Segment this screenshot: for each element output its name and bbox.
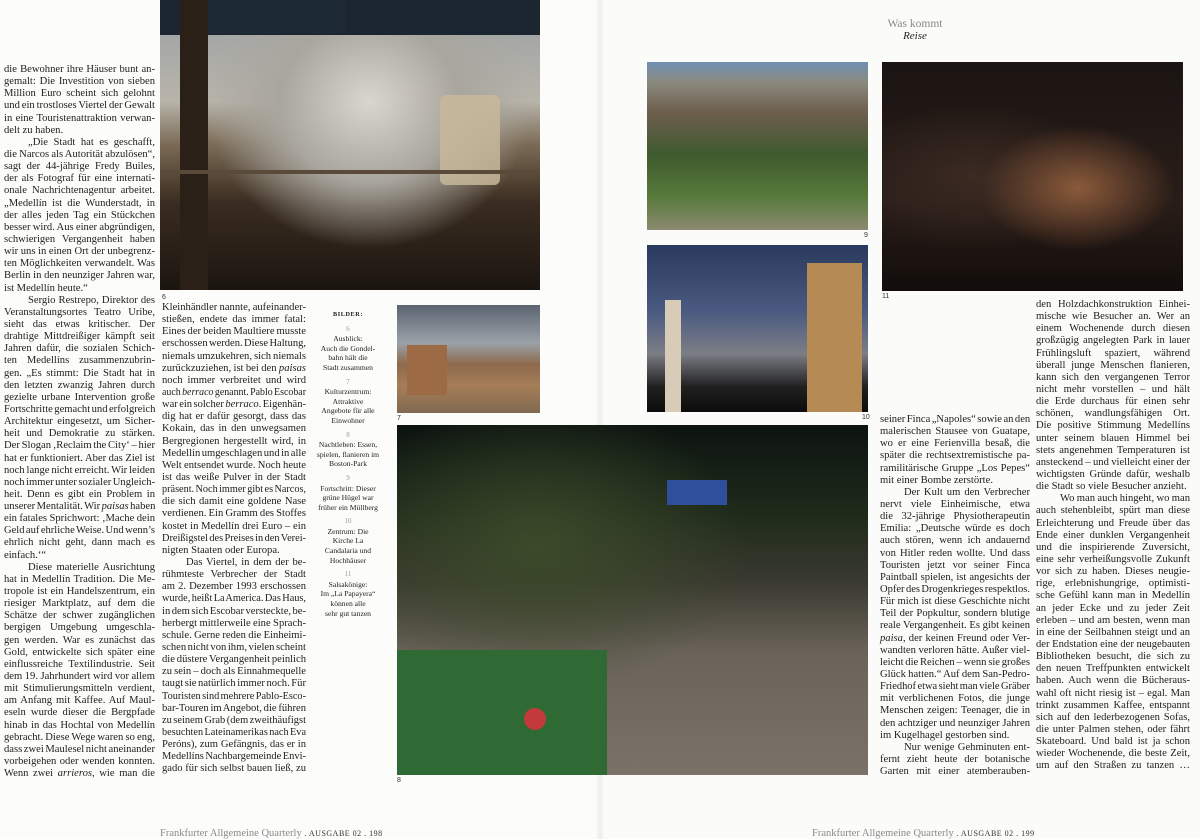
text-line: Emilia: „Deutsche würde es doch [880, 523, 1030, 535]
text-line: wandten verloren hätte. Außer viel- [880, 644, 1030, 656]
text-line: sagt der 44-jährige Fredy Builes, [4, 161, 155, 173]
text-line: wahl oft nicht riesig ist – egal. Man [1036, 687, 1190, 699]
text-line: und die inspirierende Zuversicht, [1036, 541, 1190, 553]
text-line: wichtigsten Gründe dafür, weshalb [1036, 468, 1190, 480]
text-line: Veranstaltungsortes Teatro Uribe, [4, 306, 155, 318]
text-line: riesiger Marktplatz, auf dem die [4, 598, 155, 610]
text-line: Glück hatten.“ Auf dem San-Pedro- [880, 668, 1030, 680]
text-line: Der Kult um den Verbrecher [904, 486, 1030, 498]
ball [524, 708, 546, 730]
station-sign [195, 0, 345, 33]
text-line: bergigen Umgebung umgeschla- [4, 622, 155, 634]
photo-number-7: 7 [397, 415, 401, 422]
text-line: mische wie Besucher an. Wer an [1036, 311, 1190, 323]
text-line: Geld auf ehrliche Weise. Und wenn’s [4, 525, 155, 537]
tent [667, 480, 727, 505]
text-line: Ende einer dunklen Vergangenheit [1036, 529, 1190, 541]
text-line: präsent. Noch immer gibt es Narcos, [162, 484, 306, 496]
text-line: unserer Mentalität. Wir paisas haben [4, 501, 156, 513]
text-line: kann sich den vergangenen Terror [1036, 371, 1190, 383]
photo-number-6: 6 [162, 294, 166, 301]
text-line: Touristen sind mehrere Pablo-Esco- [162, 690, 306, 702]
text-line: den letzten zwanzig Jahren durch [4, 379, 155, 391]
text-line: ein fatales Sprichwort: ‚Mache dein [4, 513, 155, 525]
text-line: Kokain, das in den unwegsamen [162, 423, 306, 435]
caption-line: Einwohner [331, 415, 365, 425]
text-line: um auf den Straßen zu tanzen … [1036, 760, 1190, 772]
text-line: Peróns), zum Gefängnis, das er in [162, 739, 306, 751]
caption-number: 9 [346, 473, 350, 482]
photo-metrocable-station [160, 0, 540, 290]
section-header [880, 18, 950, 42]
text-line: die Stadt so viele Besucher anzieht. [1036, 481, 1187, 493]
text-line: Opfer des Drogenkrieges respektlos. [880, 583, 1030, 595]
text-line: haben. Auch wenn die Bücheraus- [1036, 675, 1190, 687]
caption-line: Ausblick: [333, 334, 363, 344]
footer-right [812, 828, 1035, 839]
text-line: der alles jeden Tag ein Stückchen [4, 209, 155, 221]
text-line: Fortschritte gemacht und erfolgreich [4, 403, 156, 415]
text-line: einfach.‘“ [4, 549, 47, 561]
text-column-4 [1036, 299, 1190, 772]
text-line: besuchten Lateinamerikas nach Eva [162, 726, 306, 738]
text-line: Paintball spielen, ist angesichts der [880, 571, 1030, 583]
text-line: ansteckend – und vielleicht einer der [1036, 456, 1190, 468]
text-line: wurde, heißt La America. Das Haus, [162, 593, 306, 605]
text-line: noch immer unter sozialer Ungleich- [4, 476, 156, 488]
text-line: Nur wenige Gehminuten ent- [904, 741, 1030, 753]
text-line: überall junge Menschen flanieren, [1036, 359, 1190, 371]
caption-line: Fortschritt: Dieser [320, 483, 376, 493]
text-line: mit verblichenen Fotos, die junge [880, 693, 1030, 705]
caption-line: Candalaria und [324, 546, 372, 556]
caption-line: Attraktive [332, 396, 364, 406]
text-line: Bergregionen hergestellt wird, in [162, 435, 306, 447]
text-line: Bibliotheken besucht, die sich zu [1036, 651, 1190, 663]
issue-page-number: . AUSGABE 02 . 198 [304, 829, 383, 838]
photo-number-8: 8 [397, 777, 401, 784]
text-line: mit einer Bombe zerstörte. [880, 474, 993, 486]
text-line: vor sich zu haben. Dieses neugie- [1036, 566, 1190, 578]
text-line: Kleinhändler nannte, aufeinander- [162, 302, 306, 313]
section-subtitle: Reise [903, 30, 927, 42]
text-line: zu sein – doch als Einnahmequelle [162, 666, 306, 678]
caption-line: Kirche La [332, 536, 364, 546]
text-line: Welt entsendet wurde. Noch heute [162, 459, 306, 471]
caption-line: können alle [330, 599, 366, 609]
text-line: trinkt zusammen Kaffee, entspannt [1036, 699, 1190, 711]
photo-night-park [397, 425, 868, 775]
photo-number-11: 11 [882, 293, 890, 300]
caption-line: Im „La Papayera“ [320, 589, 376, 599]
text-line: der Endstation eine der neugebauten [1036, 638, 1190, 650]
text-line: leicht die Reichen – wenn sie großes [880, 656, 1030, 668]
text-line: Wenn zwei arrieros, wie man die [4, 768, 155, 780]
text-line: war ein solcher berraco. Eigenhän- [162, 399, 306, 411]
text-line: der als Fotograf für eine internati- [4, 173, 155, 185]
text-line: erschossen werden. Diese Haltung, [162, 338, 306, 350]
text-line: hinab in das Hochtal von Medellín [4, 719, 155, 731]
text-line: eseln wurde dieser die Bergpfade [4, 707, 155, 719]
green-field [397, 650, 607, 775]
text-line: einflussreiche Textilindustrie. Seit [4, 658, 155, 670]
text-line: Medellín umgeschlagen und in alle [162, 447, 307, 459]
text-line: an jeder Ecke und zu jeder Zeit [1036, 602, 1190, 614]
text-line: gebracht. Diese Wege waren so eng, [4, 731, 155, 743]
issue-page-number: . AUSGABE 02 . 199 [956, 829, 1035, 838]
text-line: Touristen jetzt vor seiner Finca [880, 559, 1030, 571]
text-line: dass zwei Maulesel nicht aneinander [4, 743, 155, 755]
text-line: hat in Medellín Tradition. Die Me- [4, 573, 155, 585]
text-line: heit. Denn es gibt ein Problem in [4, 488, 155, 500]
text-line: stets angenehmen Temperaturen ist [1036, 444, 1190, 456]
text-line: Für mich ist diese Geschichte nicht [880, 596, 1030, 608]
text-line: Garten mit einer atemberauben- [880, 766, 1030, 778]
text-line: die unter Palmen stehen, oder fährt [1036, 723, 1190, 735]
caption-line: Salsakönige: [328, 579, 368, 589]
text-line: noch lange nicht erreicht. Wir leiden [4, 464, 155, 476]
caption-line: Stadt zusammen [323, 362, 373, 372]
text-line: wir uns in einen Ort der unbegrenz- [4, 246, 155, 258]
text-column-1 [4, 64, 155, 780]
railing [160, 170, 540, 174]
section-title: Was kommt [887, 18, 943, 30]
text-line: gezielte urbane Intervention große [4, 391, 155, 403]
text-line: onale Nachrichtenagentur arbeitet. [4, 185, 155, 197]
text-line: tropole ist ein Handelszentrum, ein [4, 586, 155, 598]
text-line: auch berraco genannt. Pablo Escobar [162, 386, 306, 398]
text-line: den Holzdachkonstruktion Einhei- [1036, 299, 1190, 310]
text-line: schwierigen Vergangenheit haben [4, 233, 155, 245]
text-line: kostet in Medellín drei Euro – ein [162, 520, 306, 532]
caption-number: 6 [346, 324, 350, 333]
caption-line: früher ein Müllberg [318, 502, 378, 512]
text-line: gemalt: Die Investition von sieben [4, 76, 155, 88]
text-line: Architektur eingesetzt, um Sicher- [4, 416, 155, 428]
text-line: am 2. Dezember 1993 erschossen [162, 581, 306, 593]
text-line: in eine Touristenattraktion verwan- [4, 112, 155, 124]
text-line: reale Vergangenheit. Es gibt keinen [880, 620, 1030, 632]
photo-number-10: 10 [862, 414, 870, 421]
photo-number-9: 9 [864, 232, 868, 239]
magazine-name: Frankfurter Allgemeine Quarterly [160, 828, 302, 839]
text-line: Schätze der schwer zugänglichen [4, 610, 155, 622]
text-line: unter seinem blauen Himmel bei [1036, 432, 1190, 444]
pillar [180, 0, 208, 290]
text-line: dem 19. Jahrhundert wird vor allem [4, 671, 155, 683]
text-line: schen nicht von ihm, vielen scheint [162, 641, 306, 653]
text-line: fernt zieht heute der botanische [880, 753, 1030, 765]
caption-number: 10 [344, 517, 352, 526]
footer-left [160, 828, 383, 839]
text-line: in eine der Seilbahnen steigt und an [1036, 626, 1190, 638]
text-line: am Anfang mit Kaffee. Auf Maul- [4, 695, 155, 707]
text-line: nervt viele Einheimische, etwa [880, 498, 1030, 510]
text-line: gen werden. War es zunächst das [4, 634, 155, 646]
text-line: dig hat er dafür gesorgt, dass das [162, 411, 306, 423]
text-line: ist das weiße Pulver in der Stadt [162, 471, 306, 483]
text-line: „Die Stadt hat es geschafft, [28, 136, 155, 148]
text-line: drahtige Mittdreißiger kämpft seit [4, 331, 155, 343]
text-line: eine sehr verheißungsvolle Zukunft [1036, 553, 1190, 565]
text-line: die Narcos als Autorität abzulösen“, [4, 148, 155, 160]
text-line: sich auf den lederbezogenen Sofas, [1036, 711, 1190, 723]
text-column-3 [880, 414, 1030, 778]
text-line: seiner Finca „Napoles“ sowie an den [880, 414, 1031, 425]
text-line: ten Medellíns zusammenzubrin- [4, 355, 155, 367]
text-line: malerischen Stausee von Guatape, [880, 426, 1030, 438]
text-line: die 32-jährige Physiotherapeutin [880, 511, 1030, 523]
text-line: schönen, wandlungsfähigen Ort. [1036, 408, 1190, 420]
caption-number: 11 [344, 570, 352, 579]
text-line: rühmteste Verbrecher der Stadt [162, 569, 306, 581]
text-line: Teil der Popkultur, sondern blutige [880, 608, 1030, 620]
text-line: auch stören, wenn ich andauernd [880, 535, 1030, 547]
text-line: den neuen Treffpunkten entwickelt [1036, 663, 1190, 675]
text-line: Menschen zeigen: Teenager, die in [880, 705, 1030, 717]
text-line: zu seinem Grab (dem zweithäufigst [162, 714, 306, 726]
text-line: wieder Wochenende, die beste Zeit, [1036, 748, 1190, 760]
text-line: Frühlingsluft spaziert, während [1036, 347, 1190, 359]
text-line: einem Wochenende durch diesen [1036, 323, 1190, 335]
text-line: und ein trostloses Viertel der Gewalt [4, 100, 155, 112]
caption-line: sehr gut tanzen [325, 608, 371, 618]
text-line: rige, erlebnishungrige, optimisti- [1036, 578, 1190, 590]
captions-heading: BILDER: [333, 311, 363, 318]
text-line: erleben – und am besten, wenn man [1036, 614, 1190, 626]
text-line: verdienen. Ein Gramm des Stoffes [162, 508, 306, 520]
text-line: später die rechtsextremistische pa- [880, 450, 1030, 462]
text-line: in dem sich Escobar versteckte, be- [162, 605, 307, 617]
text-line: mit Stimulierungsmitteln verdient, [4, 683, 155, 695]
text-line: Million Euro scheint sich gelohnt [4, 88, 155, 100]
text-line: von Hitler reden wollte. Und dass [880, 547, 1030, 559]
text-line: hat er funktioniert. Aber das Ziel ist [4, 452, 155, 464]
text-line: im Kugelhagel gestorben sind. [880, 729, 1010, 741]
church-tower [665, 300, 681, 412]
caption-line: bahn hält die [328, 353, 368, 363]
text-line: niemals umzukehren, sich niemals [162, 350, 306, 362]
text-line: die Erde durchaus für einen sehr [1036, 396, 1190, 408]
text-line: Dreißigstel des Preises in den Verei- [162, 532, 306, 544]
text-line: paisa, der keinen Freund oder Ver- [880, 632, 1030, 644]
text-line: ehrlich nicht geht, dann mach es [4, 537, 155, 549]
text-line: sieht das etwas kritischer. Der [4, 318, 155, 330]
caption-line: Hochhäuser [329, 555, 367, 565]
skyscraper [807, 263, 862, 412]
text-line: Medellíns Nachbargemeinde Envi- [162, 751, 306, 763]
photo-captions [312, 310, 384, 618]
photo-cultural-center [397, 305, 540, 413]
text-line: Friedhof etwa sieht man viele Gräber [880, 681, 1030, 693]
text-line: Jahren dafür, die sozialen Schich- [4, 343, 155, 355]
photo-salsa-dancers [882, 62, 1183, 291]
text-line: Erleichterung und Freude über das [1036, 517, 1190, 529]
text-line: gado für sich selbst bauen ließ, zu [162, 763, 306, 775]
text-line: die Bewohner ihre Häuser bunt an- [4, 64, 155, 75]
text-line: Berlin in den neunziger Jahren war, [4, 270, 155, 282]
text-line: die sich damit eine goldene Nase [162, 496, 306, 508]
text-line: Wo man auch hingeht, wo man [1060, 493, 1190, 505]
text-line: großzügig angelegten Park in lauer [1036, 335, 1190, 347]
caption-number: 7 [346, 377, 350, 386]
text-line: Diese materielle Ausrichtung [28, 561, 155, 573]
text-line: gen. „Es stimmt: Die Stadt hat in [4, 367, 155, 379]
caption-line: Auch die Gondel- [320, 343, 376, 353]
caption-line: Kulturzentrum: [324, 387, 372, 397]
text-line: den achtziger und neunziger Jahren [880, 717, 1030, 729]
text-line: wo er eine Ferienvilla besaß, die [880, 438, 1030, 450]
building [407, 345, 447, 395]
text-line: Das Viertel, in dem der be- [186, 556, 306, 568]
text-line: nigten Staaten oder Europa. [162, 544, 280, 556]
text-line: sche Gefühl kann man in Medellín [1036, 590, 1190, 602]
text-line: Skateboard. Und bald ist ja schon [1036, 736, 1190, 748]
text-line: ramilitärische Gruppe „Los Pepes“ [880, 462, 1030, 474]
text-line: Eines der beiden Maultiere musste [162, 326, 306, 338]
caption-line: grüne Hügel war [322, 493, 374, 503]
text-line: taugt sie natürlich immer noch. Für [162, 678, 306, 690]
text-line: besser wird. Aus einer abgründigen, [4, 221, 155, 233]
text-line: vorbeigehen oder wenden konnten. [4, 756, 155, 768]
photo-church-skyline [647, 245, 868, 412]
text-line: zurückzuziehen, ist bei den paisas [162, 362, 306, 374]
caption-line: Nachtleben: Essen, [318, 440, 378, 450]
caption-number: 8 [346, 430, 350, 439]
text-line: auch stehenbleibt, spürt man diese [1036, 505, 1190, 517]
caption-line: Zentrum: Die [327, 526, 369, 536]
text-line: ist Medellín heute.“ [4, 282, 88, 294]
photo-green-hill [647, 62, 868, 230]
caption-line: Boston-Park [329, 459, 367, 469]
text-line: Gold, entwickelte sich später eine [4, 646, 155, 658]
text-line: Sergio Restrepo, Direktor des [28, 294, 155, 306]
text-line: heit und Demokratie zu stärken. [4, 428, 155, 440]
text-line: stießen, endete das immer fatal: [162, 314, 306, 326]
text-line: Die positive Stimmung Medellíns [1036, 420, 1190, 432]
text-line: Der Slogan ‚Reclaim the City‘ – hier [4, 440, 155, 452]
text-line: delt zu haben. [4, 124, 64, 136]
caption-line: spielen, flanieren im [316, 449, 380, 459]
text-line: „Medellín ist die Wunderstadt, in [4, 197, 155, 209]
magazine-name: Frankfurter Allgemeine Quarterly [812, 828, 954, 839]
text-line: ten Möglichkeiten verwandelt. Was [4, 258, 155, 270]
text-line: noch immer verbreitet und wird [162, 374, 306, 386]
text-line: schule. Gerne reden die Einheimi- [162, 629, 306, 641]
text-line: nicht mehr vorstellen – und hält [1036, 383, 1190, 395]
text-line: bar-Touren im Angebot, die führen [162, 702, 306, 714]
text-line: herbergt mittlerweile eine Sprach- [162, 617, 306, 629]
caption-line: Angebote für alle [321, 406, 375, 416]
text-line: die düstere Vergangenheit peinlich [162, 654, 306, 666]
text-column-2 [162, 302, 306, 775]
